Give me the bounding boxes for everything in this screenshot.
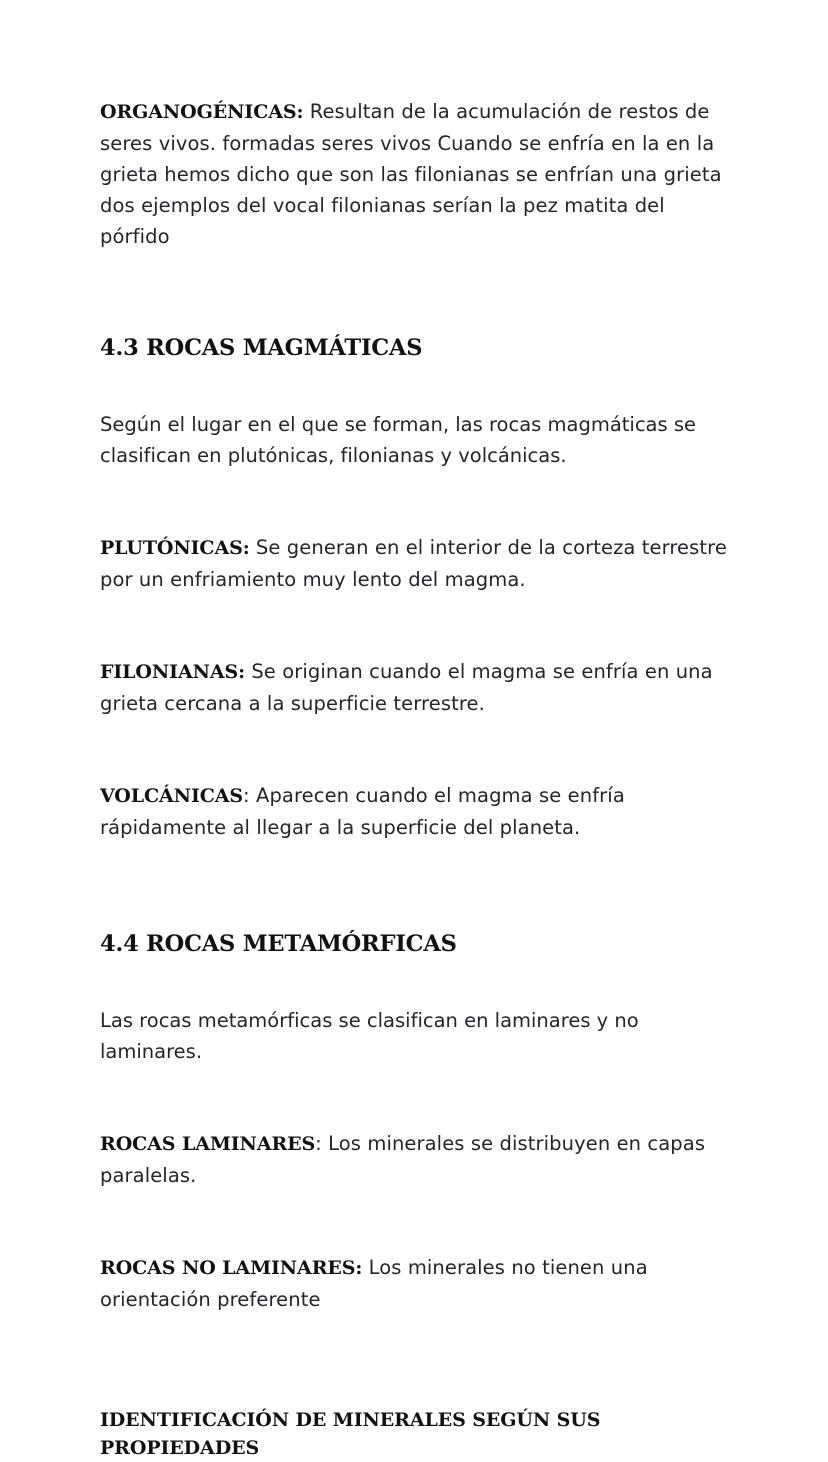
paragraph-plutonicas xyxy=(100,532,728,595)
heading-4-4: 4.4 ROCAS METAMÓRFICAS xyxy=(100,931,457,958)
term-rocas-no-laminares: ROCAS NO LAMINARES: xyxy=(100,1257,363,1280)
term-filonianas: FILONIANAS: xyxy=(100,660,246,683)
spacer xyxy=(100,252,728,314)
text-rocas-laminares: : Los minerales se distribuyen en capas paralelas. xyxy=(100,1132,706,1188)
spacer xyxy=(100,862,728,910)
paragraph-rocas-no-laminares xyxy=(100,1252,728,1315)
term-volcanicas: VOLCÁNICAS xyxy=(100,784,244,807)
spacer xyxy=(100,738,728,760)
paragraph-organogenicas xyxy=(100,96,728,252)
term-plutonicas: PLUTÓNICAS: xyxy=(100,536,250,559)
text-organogenicas: Resultan de la acumulación de restos de seres vivos. formadas seres vivos Cuando se enfría en la en la grieta hemos dicho que son las filonianas se enfrían una grieta dos ejemplos del vocal filonianas serían la pez matita del pórfido xyxy=(100,100,722,248)
paragraph-volcanicas xyxy=(100,780,728,843)
spacer xyxy=(100,1087,728,1109)
spacer xyxy=(100,490,728,512)
heading-4-3: 4.3 ROCAS MAGMÁTICAS xyxy=(100,334,423,361)
term-rocas-laminares: ROCAS LAMINARES xyxy=(100,1133,316,1156)
spacer xyxy=(100,381,728,389)
text-plutonicas: Se generan en el interior de la corteza terrestre por un enfriamiento muy lento del magma. xyxy=(100,535,727,591)
intro-4-4: Las rocas metamórficas se clasifican en laminares y no laminares. xyxy=(100,1009,639,1064)
spacer xyxy=(100,978,728,986)
intro-4-3: Según el lugar en el que se forman, las rocas magmáticas se clasifican en plutónicas, filonianas y volcánicas. xyxy=(100,412,697,467)
paragraph-filonianas xyxy=(100,656,728,719)
spacer xyxy=(100,614,728,636)
heading-identificacion-minerales: IDENTIFICACIÓN DE MINERALES SEGÚN SUS PROPIEDADES xyxy=(100,1408,601,1459)
text-filonianas: Se originan cuando el magma se enfría en una grieta cercana a la superficie terrestre. xyxy=(100,659,713,715)
text-volcanicas: : Aparecen cuando el magma se enfría rápidamente al llegar a la superficie del planeta. xyxy=(100,783,625,839)
text-rocas-no-laminares: Los minerales no tienen una orientación preferente xyxy=(100,1256,648,1312)
spacer xyxy=(100,1335,728,1387)
paragraph-rocas-laminares xyxy=(100,1128,728,1191)
spacer xyxy=(100,1211,728,1233)
term-organogenicas: ORGANOGÉNICAS: xyxy=(100,101,304,123)
